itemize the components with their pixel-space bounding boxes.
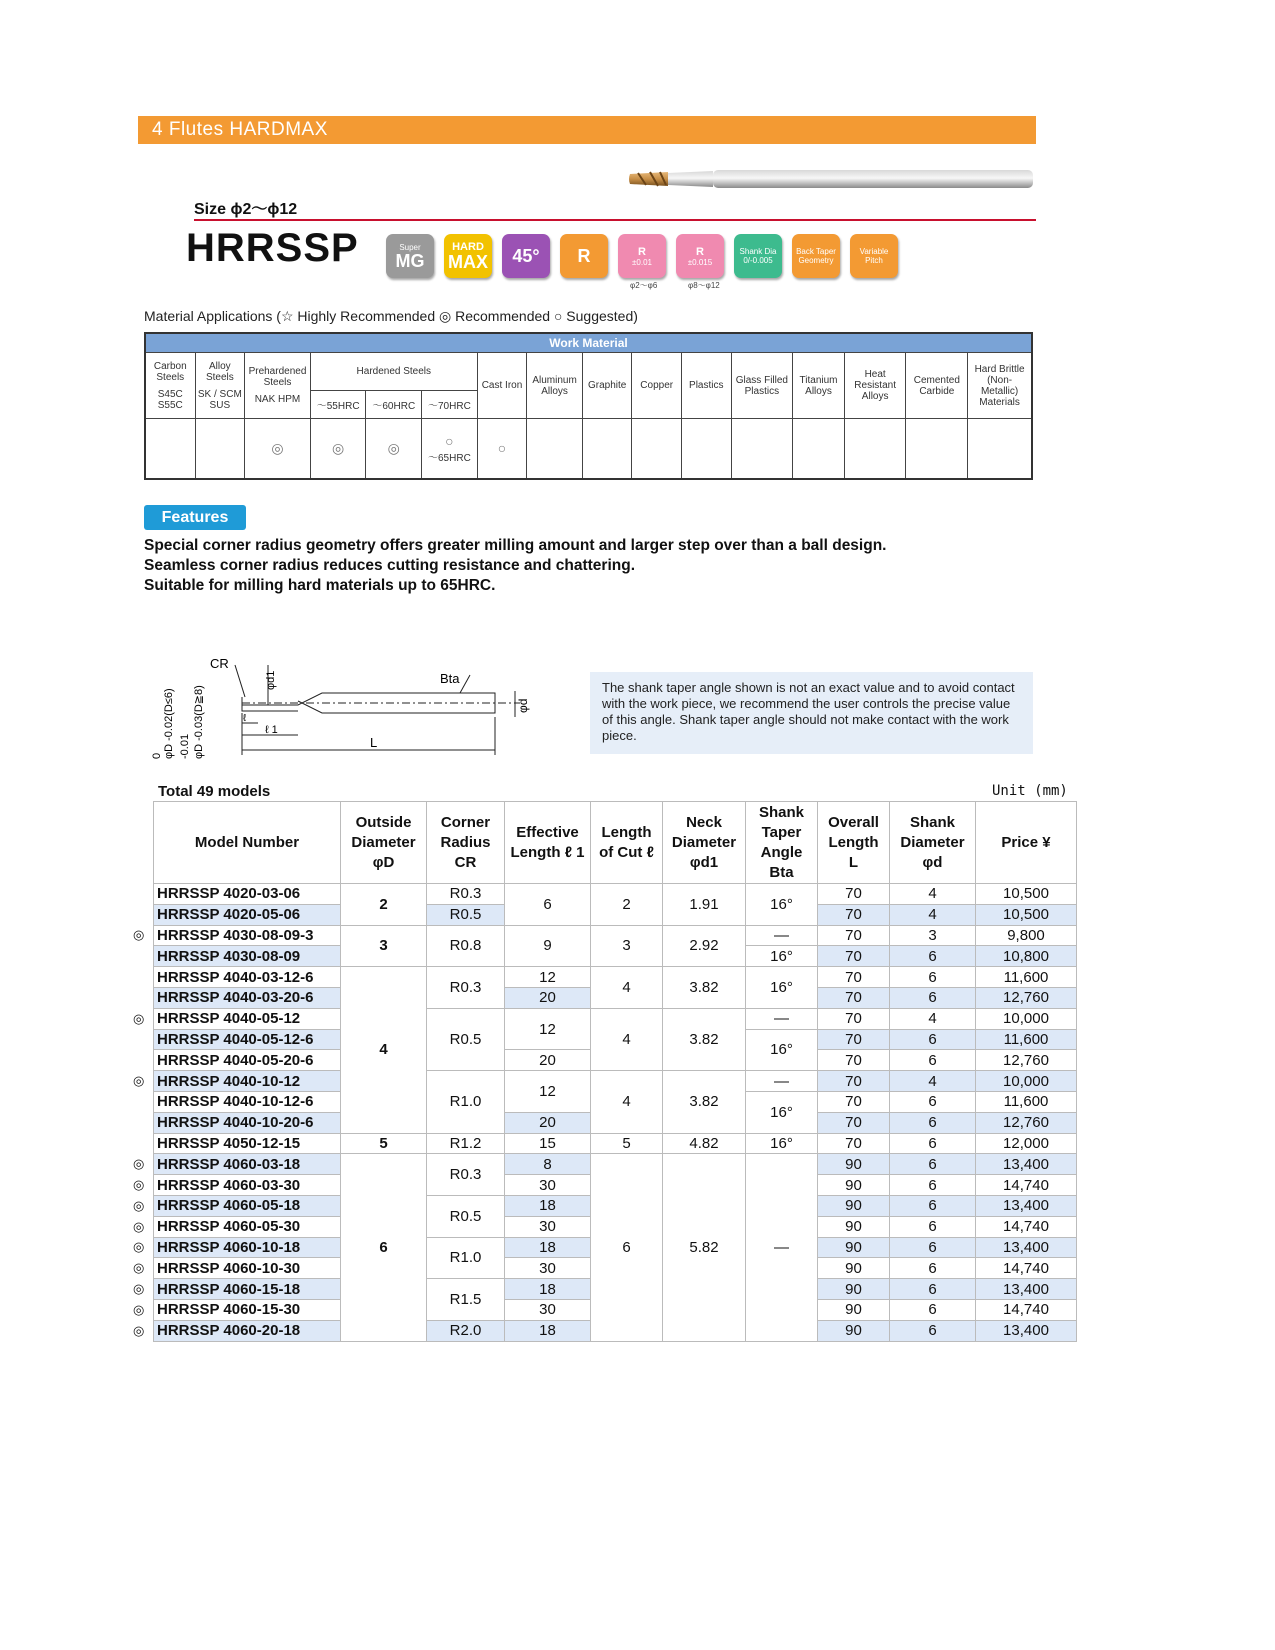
recommended-mark-icon: ◎ bbox=[133, 1010, 145, 1026]
shank-diameter: 6 bbox=[890, 1320, 976, 1341]
material-name: Plastics bbox=[689, 380, 724, 391]
overall-length: 70 bbox=[818, 1091, 890, 1112]
shank-taper-angle: — bbox=[746, 1154, 818, 1341]
material-grade: SK / SCM SUS bbox=[197, 388, 242, 411]
feature-badge bbox=[502, 234, 550, 278]
material-rating bbox=[731, 419, 793, 479]
shank-diameter: 6 bbox=[890, 1112, 976, 1133]
material-name: Aluminum Alloys bbox=[532, 374, 577, 397]
shank-taper-angle: 16° bbox=[746, 884, 818, 926]
badge-top-text: Variable bbox=[859, 247, 889, 256]
feature-badge bbox=[560, 234, 608, 278]
badge-top-text: HARD bbox=[452, 241, 484, 253]
material-table bbox=[144, 332, 1033, 480]
outside-diameter: 2 bbox=[341, 884, 427, 926]
price: 11,600 bbox=[976, 1091, 1077, 1112]
tol-label: -0.01 bbox=[179, 733, 191, 759]
model-number: HRRSSP 4050-12-15 bbox=[154, 1133, 341, 1154]
price: 11,600 bbox=[976, 1029, 1077, 1050]
material-rating bbox=[582, 419, 632, 479]
recommended-mark-icon: ◎ bbox=[133, 1177, 145, 1193]
recommended-mark-icon: ◎ bbox=[133, 1156, 145, 1172]
shank-taper-angle: — bbox=[746, 925, 818, 946]
unit-label: Unit (mm) bbox=[992, 783, 1068, 799]
shank-diameter: 6 bbox=[890, 967, 976, 988]
hardness-range: ～55HRC bbox=[310, 391, 366, 419]
effective-length: 30 bbox=[505, 1175, 591, 1196]
effective-length: 15 bbox=[505, 1133, 591, 1154]
length-label: L bbox=[370, 735, 378, 750]
corner-radius: R0.3 bbox=[427, 967, 505, 1009]
hardness-range: ～60HRC bbox=[366, 391, 422, 419]
effective-length: 18 bbox=[505, 1279, 591, 1300]
length-of-cut: 4 bbox=[591, 1071, 663, 1133]
shank-diameter: 6 bbox=[890, 946, 976, 967]
material-rating bbox=[527, 419, 583, 479]
table-row bbox=[154, 1154, 1077, 1175]
column-header: Shank Taper Angle Bta bbox=[746, 802, 818, 884]
material-rating bbox=[632, 419, 682, 479]
material-rating bbox=[245, 419, 311, 479]
hardened-steels-header: Hardened Steels bbox=[310, 353, 477, 391]
feature-line: Suitable for milling hard materials up to 65HRC. bbox=[144, 577, 496, 594]
effective-length: 30 bbox=[505, 1258, 591, 1279]
material-column-header bbox=[731, 353, 793, 419]
corner-radius: R0.8 bbox=[427, 925, 505, 967]
feature-badge bbox=[618, 234, 666, 278]
table-row bbox=[154, 1008, 1077, 1029]
price: 13,400 bbox=[976, 1195, 1077, 1216]
column-header: Effective Length ℓ 1 bbox=[505, 802, 591, 884]
effective-length: 18 bbox=[505, 1195, 591, 1216]
overall-length: 90 bbox=[818, 1279, 890, 1300]
shank-diameter: 6 bbox=[890, 1154, 976, 1175]
shank-diameter: 6 bbox=[890, 1258, 976, 1279]
neck-diameter: 2.92 bbox=[663, 925, 746, 967]
work-material-heading: Work Material bbox=[145, 333, 1032, 353]
material-name: Graphite bbox=[587, 380, 627, 391]
overall-length: 70 bbox=[818, 1112, 890, 1133]
material-rating bbox=[145, 419, 195, 479]
l-label: ℓ bbox=[243, 713, 247, 724]
column-header: Length of Cut ℓ bbox=[591, 802, 663, 884]
material-rating bbox=[477, 419, 527, 479]
model-number: HRRSSP 4060-15-30 bbox=[154, 1299, 341, 1320]
column-header: Shank Diameter φd bbox=[890, 802, 976, 884]
recommended-mark-icon: ◎ bbox=[133, 1073, 145, 1089]
d1-label: φd1 bbox=[265, 670, 277, 690]
effective-length: 20 bbox=[505, 1112, 591, 1133]
material-legend: Material Applications (☆ Highly Recommended ◎ Recommended ○ Suggested) bbox=[144, 308, 638, 324]
effective-length: 20 bbox=[505, 987, 591, 1008]
shank-taper-angle: — bbox=[746, 1071, 818, 1092]
feature-line: Seamless corner radius reduces cutting resistance and chattering. bbox=[144, 557, 636, 574]
overall-length: 90 bbox=[818, 1320, 890, 1341]
price: 13,400 bbox=[976, 1237, 1077, 1258]
effective-length: 30 bbox=[505, 1299, 591, 1320]
l1-label: ℓ 1 bbox=[265, 724, 278, 736]
shank-diameter: 6 bbox=[890, 1091, 976, 1112]
recommended-mark-icon: ◎ bbox=[133, 927, 145, 943]
shank-diameter: 6 bbox=[890, 1029, 976, 1050]
outside-diameter: 6 bbox=[341, 1154, 427, 1341]
rating-mark: ○ bbox=[497, 440, 507, 457]
badge-main-text: ±0.01 bbox=[632, 257, 652, 267]
corner-radius: R0.3 bbox=[427, 1154, 505, 1196]
shank-taper-angle: — bbox=[746, 1008, 818, 1029]
overall-length: 70 bbox=[818, 1008, 890, 1029]
badge-top-text: Shank Dia bbox=[739, 247, 777, 256]
overall-length: 90 bbox=[818, 1237, 890, 1258]
model-number: HRRSSP 4060-10-18 bbox=[154, 1237, 341, 1258]
price: 13,400 bbox=[976, 1279, 1077, 1300]
material-column-header bbox=[582, 353, 632, 419]
badge-main-text: MG bbox=[395, 250, 425, 271]
model-number: HRRSSP 4060-03-18 bbox=[154, 1154, 341, 1175]
material-name: Cemented Carbide bbox=[913, 374, 960, 397]
d-label: φd bbox=[516, 698, 530, 713]
effective-length: 18 bbox=[505, 1237, 591, 1258]
model-number: HRRSSP 4020-03-06 bbox=[154, 884, 341, 905]
shank-taper-angle: 16° bbox=[746, 946, 818, 967]
recommended-mark-icon: ◎ bbox=[133, 1218, 145, 1234]
features-text bbox=[144, 536, 886, 596]
price: 10,800 bbox=[976, 946, 1077, 967]
effective-length: 30 bbox=[505, 1216, 591, 1237]
corner-radius: R1.2 bbox=[427, 1133, 505, 1154]
material-name: Hard Brittle (Non-Metallic) Materials bbox=[974, 363, 1025, 408]
model-number: HRRSSP 4060-03-30 bbox=[154, 1175, 341, 1196]
model-number: HRRSSP 4040-05-20-6 bbox=[154, 1050, 341, 1071]
shank-diameter: 6 bbox=[890, 987, 976, 1008]
material-rating bbox=[793, 419, 845, 479]
material-rating bbox=[422, 419, 478, 479]
feature-line: Special corner radius geometry offers greater milling amount and larger step over than a ball design. bbox=[144, 537, 887, 554]
hardness-range: ～70HRC bbox=[422, 391, 478, 419]
effective-length: 18 bbox=[505, 1320, 591, 1341]
corner-radius: R2.0 bbox=[427, 1320, 505, 1341]
column-header: Corner Radius CR bbox=[427, 802, 505, 884]
material-column-header bbox=[844, 353, 906, 419]
price: 14,740 bbox=[976, 1299, 1077, 1320]
corner-radius: R1.0 bbox=[427, 1237, 505, 1279]
material-column-header bbox=[681, 353, 731, 419]
badge-top-text: R bbox=[696, 245, 704, 258]
recommended-mark-icon: ◎ bbox=[133, 1281, 145, 1297]
material-name: Cast Iron bbox=[481, 380, 523, 391]
overall-length: 70 bbox=[818, 946, 890, 967]
material-rating bbox=[681, 419, 731, 479]
table-row bbox=[154, 925, 1077, 946]
outside-diameter: 4 bbox=[341, 967, 427, 1133]
price: 12,000 bbox=[976, 1133, 1077, 1154]
price: 10,000 bbox=[976, 1008, 1077, 1029]
badge-top-text: Back Taper bbox=[796, 247, 836, 256]
feature-badge bbox=[444, 234, 492, 278]
price: 14,740 bbox=[976, 1175, 1077, 1196]
recommended-mark-icon: ◎ bbox=[133, 1239, 145, 1255]
tol-label: 0 bbox=[151, 752, 163, 759]
recommended-mark-icon: ◎ bbox=[133, 1197, 145, 1213]
table-row bbox=[154, 967, 1077, 988]
badge-main-text: ±0.015 bbox=[687, 257, 713, 267]
corner-radius: R1.5 bbox=[427, 1279, 505, 1321]
recommended-mark-icon: ◎ bbox=[133, 1322, 145, 1338]
column-header: Neck Diameter φd1 bbox=[663, 802, 746, 884]
length-of-cut: 2 bbox=[591, 884, 663, 926]
price: 14,740 bbox=[976, 1258, 1077, 1279]
price: 9,800 bbox=[976, 925, 1077, 946]
shank-diameter: 6 bbox=[890, 1299, 976, 1320]
table-row bbox=[154, 884, 1077, 905]
neck-diameter: 3.82 bbox=[663, 967, 746, 1009]
model-number: HRRSSP 4040-05-12 bbox=[154, 1008, 341, 1029]
column-header: Model Number bbox=[154, 802, 341, 884]
column-header: Outside Diameter φD bbox=[341, 802, 427, 884]
model-number: HRRSSP 4040-05-12-6 bbox=[154, 1029, 341, 1050]
neck-diameter: 1.91 bbox=[663, 884, 746, 926]
overall-length: 70 bbox=[818, 925, 890, 946]
spec-table bbox=[153, 801, 1077, 1342]
effective-length: 12 bbox=[505, 967, 591, 988]
features-tag: Features bbox=[144, 505, 246, 530]
table-row bbox=[154, 1133, 1077, 1154]
material-column-header bbox=[195, 353, 245, 419]
shank-diameter: 4 bbox=[890, 904, 976, 925]
recommended-mark-icon: ◎ bbox=[133, 1260, 145, 1276]
neck-diameter: 3.82 bbox=[663, 1071, 746, 1133]
model-number: HRRSSP 4060-20-18 bbox=[154, 1320, 341, 1341]
neck-diameter: 4.82 bbox=[663, 1133, 746, 1154]
model-number: HRRSSP 4060-15-18 bbox=[154, 1279, 341, 1300]
material-rating bbox=[366, 419, 422, 479]
effective-length: 12 bbox=[505, 1071, 591, 1113]
material-name: Alloy Steels bbox=[205, 360, 234, 383]
corner-radius: R0.5 bbox=[427, 1008, 505, 1070]
shank-taper-angle: 16° bbox=[746, 1133, 818, 1154]
material-column-header bbox=[906, 353, 968, 419]
overall-length: 90 bbox=[818, 1195, 890, 1216]
neck-diameter: 5.82 bbox=[663, 1154, 746, 1341]
shank-diameter: 4 bbox=[890, 884, 976, 905]
overall-length: 70 bbox=[818, 1071, 890, 1092]
size-range: Size ϕ2～ϕ12 bbox=[194, 201, 298, 218]
total-models: Total 49 models bbox=[158, 783, 271, 800]
material-rating bbox=[844, 419, 906, 479]
length-of-cut: 4 bbox=[591, 1008, 663, 1070]
overall-length: 70 bbox=[818, 884, 890, 905]
column-header: Price ¥ bbox=[976, 802, 1077, 884]
feature-badge bbox=[850, 234, 898, 278]
badge-main-text: MAX bbox=[448, 252, 488, 272]
effective-length: 9 bbox=[505, 925, 591, 967]
overall-length: 70 bbox=[818, 1029, 890, 1050]
effective-length: 6 bbox=[505, 884, 591, 926]
end-mill-image bbox=[628, 164, 1036, 194]
price: 14,740 bbox=[976, 1216, 1077, 1237]
dimension-diagram bbox=[150, 655, 530, 760]
column-header: Overall Length L bbox=[818, 802, 890, 884]
badge-sublabel: φ2～φ6 bbox=[630, 281, 658, 290]
shank-diameter: 6 bbox=[890, 1050, 976, 1071]
shank-diameter: 6 bbox=[890, 1133, 976, 1154]
price: 12,760 bbox=[976, 987, 1077, 1008]
model-number: HRRSSP 4030-08-09-3 bbox=[154, 925, 341, 946]
model-number: HRRSSP 4060-05-30 bbox=[154, 1216, 341, 1237]
badge-top-text: Super bbox=[399, 242, 421, 252]
material-name: Prehardened Steels bbox=[248, 366, 307, 388]
effective-length: 20 bbox=[505, 1050, 591, 1071]
badge-sublabel: φ8～φ12 bbox=[688, 281, 720, 290]
material-grade: S45C S55C bbox=[157, 388, 183, 411]
length-of-cut: 4 bbox=[591, 967, 663, 1009]
shank-diameter: 6 bbox=[890, 1195, 976, 1216]
tol-label: φD -0.03(D≧8) bbox=[193, 685, 205, 759]
rating-mark: ◎ bbox=[271, 439, 284, 456]
model-number: HRRSSP 4040-10-12 bbox=[154, 1071, 341, 1092]
material-column-header bbox=[793, 353, 845, 419]
price: 13,400 bbox=[976, 1154, 1077, 1175]
material-name: Copper bbox=[640, 380, 674, 391]
effective-length: 8 bbox=[505, 1154, 591, 1175]
material-column-header bbox=[145, 353, 195, 419]
model-title: HRRSSP bbox=[186, 226, 359, 270]
length-of-cut: 5 bbox=[591, 1133, 663, 1154]
model-number: HRRSSP 4060-10-30 bbox=[154, 1258, 341, 1279]
shank-taper-angle: 16° bbox=[746, 967, 818, 1009]
shank-taper-angle: 16° bbox=[746, 1091, 818, 1133]
overall-length: 70 bbox=[818, 967, 890, 988]
overall-length: 70 bbox=[818, 1050, 890, 1071]
outside-diameter: 5 bbox=[341, 1133, 427, 1154]
feature-badge bbox=[792, 234, 840, 278]
shank-diameter: 4 bbox=[890, 1008, 976, 1029]
feature-badge bbox=[676, 234, 724, 278]
material-column-header bbox=[477, 353, 527, 419]
badge-main-text: R bbox=[577, 246, 591, 266]
material-rating bbox=[195, 419, 245, 479]
rating-mark: ○ bbox=[445, 432, 454, 449]
price: 12,760 bbox=[976, 1112, 1077, 1133]
series-header: 4 Flutes HARDMAX bbox=[138, 116, 1036, 144]
divider bbox=[194, 219, 1036, 221]
overall-length: 90 bbox=[818, 1154, 890, 1175]
shank-diameter: 6 bbox=[890, 1175, 976, 1196]
material-column-header bbox=[245, 353, 311, 419]
overall-length: 70 bbox=[818, 987, 890, 1008]
material-column-header bbox=[527, 353, 583, 419]
table-row bbox=[154, 1071, 1077, 1092]
badge-main-text: 0/-0.005 bbox=[743, 256, 773, 265]
length-of-cut: 6 bbox=[591, 1154, 663, 1341]
overall-length: 90 bbox=[818, 1299, 890, 1320]
badge-top-text: R bbox=[638, 245, 646, 258]
rating-note: ～65HRC bbox=[428, 452, 471, 464]
overall-length: 90 bbox=[818, 1258, 890, 1279]
material-name: Heat Resistant Alloys bbox=[854, 369, 896, 402]
outside-diameter: 3 bbox=[341, 925, 427, 967]
model-number: HRRSSP 4040-10-12-6 bbox=[154, 1091, 341, 1112]
feature-badge bbox=[734, 234, 782, 278]
effective-length: 12 bbox=[505, 1008, 591, 1050]
shank-taper-angle: 16° bbox=[746, 1029, 818, 1071]
material-name: Carbon Steels bbox=[153, 360, 187, 383]
material-column-header bbox=[632, 353, 682, 419]
model-number: HRRSSP 4060-05-18 bbox=[154, 1195, 341, 1216]
recommended-mark-icon: ◎ bbox=[133, 1301, 145, 1317]
overall-length: 90 bbox=[818, 1175, 890, 1196]
material-rating bbox=[968, 419, 1032, 479]
model-number: HRRSSP 4040-03-12-6 bbox=[154, 967, 341, 988]
price: 10,500 bbox=[976, 904, 1077, 925]
badge-main-text: 45° bbox=[512, 246, 540, 266]
price: 10,500 bbox=[976, 884, 1077, 905]
shank-diameter: 6 bbox=[890, 1279, 976, 1300]
overall-length: 70 bbox=[818, 1133, 890, 1154]
price: 11,600 bbox=[976, 967, 1077, 988]
corner-radius: R0.5 bbox=[427, 904, 505, 925]
material-name: Titanium Alloys bbox=[799, 374, 838, 397]
length-of-cut: 3 bbox=[591, 925, 663, 967]
overall-length: 70 bbox=[818, 904, 890, 925]
shank-taper-note: The shank taper angle shown is not an exact value and to avoid contact with the work piece, we recommend the user controls the precise value of this angle. Shank taper angle should not make contact with the work piece. bbox=[590, 672, 1033, 754]
shank-diameter: 3 bbox=[890, 925, 976, 946]
model-number: HRRSSP 4020-05-06 bbox=[154, 904, 341, 925]
model-number: HRRSSP 4040-10-20-6 bbox=[154, 1112, 341, 1133]
rating-mark: ◎ bbox=[387, 439, 400, 456]
shank-diameter: 4 bbox=[890, 1071, 976, 1092]
corner-radius: R0.3 bbox=[427, 884, 505, 905]
material-name: Glass Filled Plastics bbox=[735, 374, 788, 397]
material-column-header bbox=[968, 353, 1032, 419]
badge-main-text: Pitch bbox=[865, 256, 883, 265]
bta-label: Bta bbox=[440, 671, 460, 686]
shank-diameter: 6 bbox=[890, 1216, 976, 1237]
material-grade: NAK HPM bbox=[254, 394, 301, 405]
feature-badge bbox=[386, 234, 434, 278]
material-rating bbox=[310, 419, 366, 479]
price: 10,000 bbox=[976, 1071, 1077, 1092]
tol-label: φD -0.02(D≤6) bbox=[163, 688, 175, 759]
model-number: HRRSSP 4030-08-09 bbox=[154, 946, 341, 967]
cr-label: CR bbox=[210, 656, 229, 671]
material-rating bbox=[906, 419, 968, 479]
overall-length: 90 bbox=[818, 1216, 890, 1237]
price: 12,760 bbox=[976, 1050, 1077, 1071]
corner-radius: R0.5 bbox=[427, 1195, 505, 1237]
neck-diameter: 3.82 bbox=[663, 1008, 746, 1070]
shank-diameter: 6 bbox=[890, 1237, 976, 1258]
model-number: HRRSSP 4040-03-20-6 bbox=[154, 987, 341, 1008]
price: 13,400 bbox=[976, 1320, 1077, 1341]
badge-main-text: Geometry bbox=[798, 256, 834, 265]
rating-mark: ◎ bbox=[332, 439, 345, 456]
corner-radius: R1.0 bbox=[427, 1071, 505, 1133]
